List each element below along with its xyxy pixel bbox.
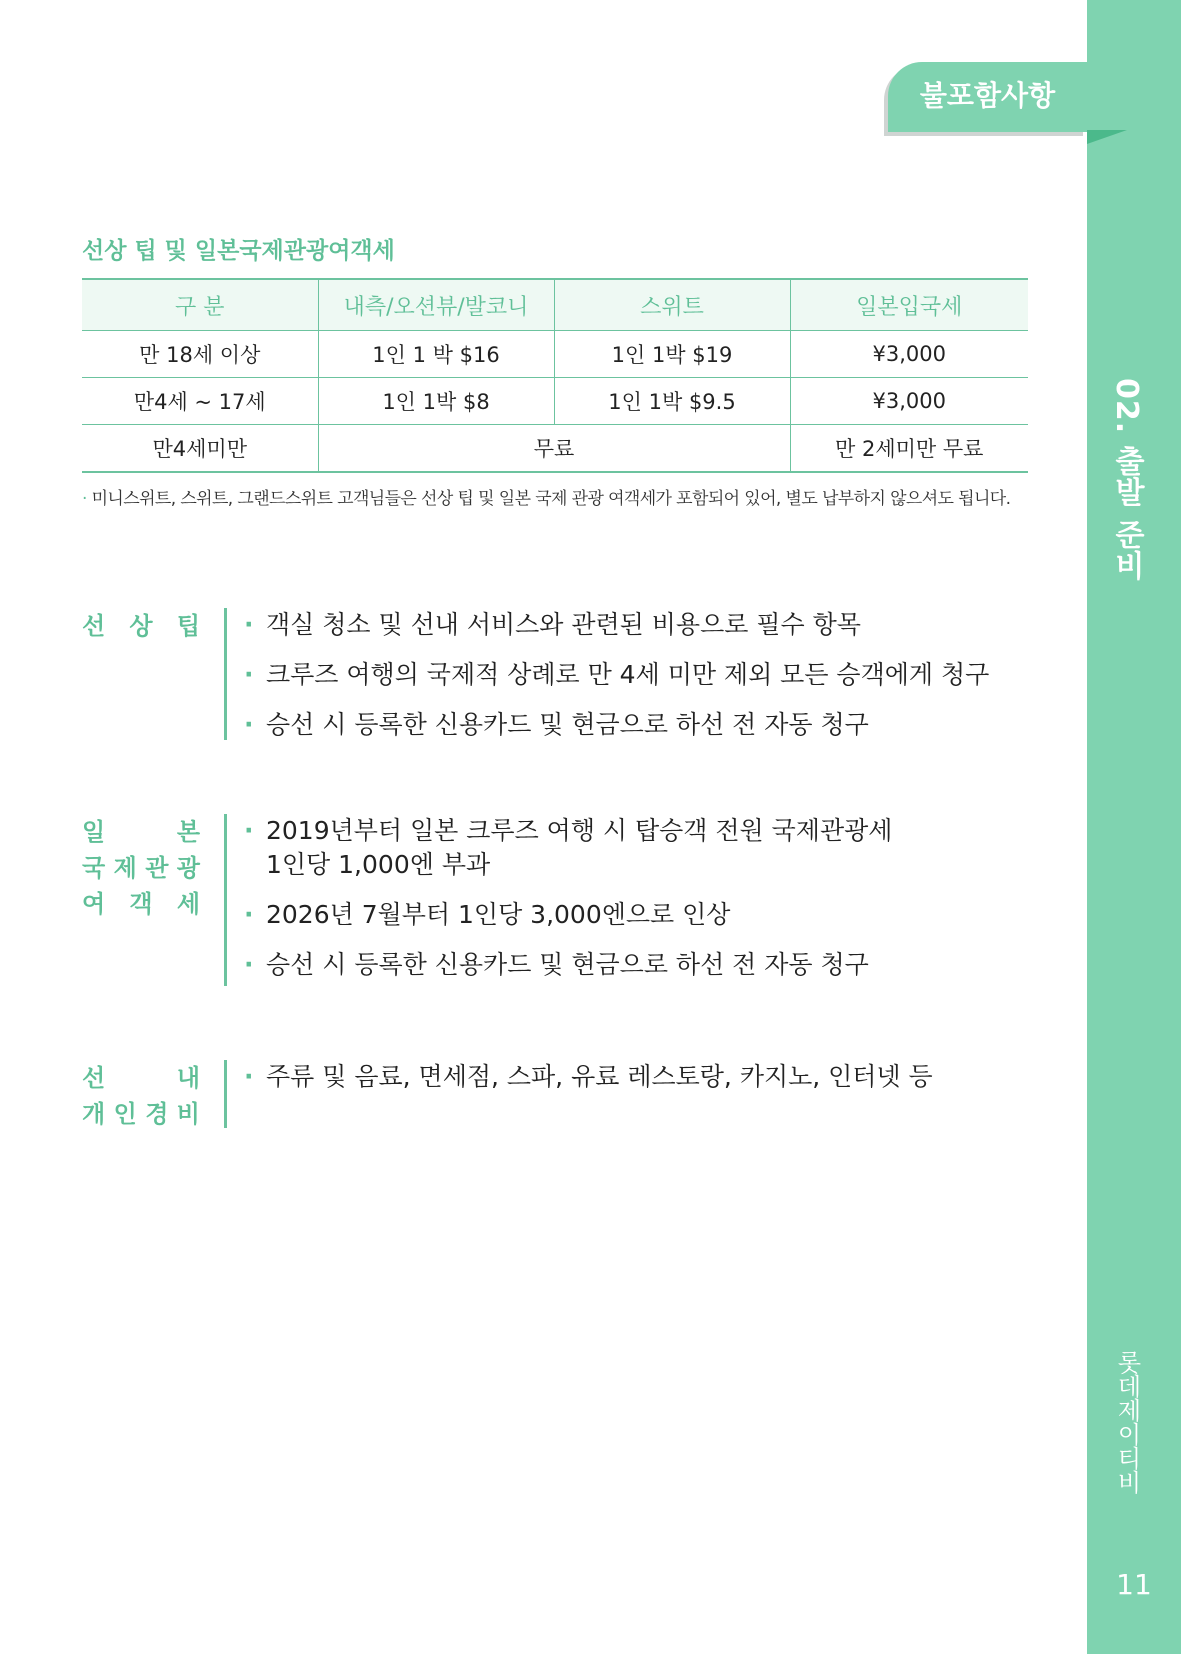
list-item: · 승선 시 등록한 신용카드 및 현금으로 하선 전 자동 청구: [244, 948, 1004, 982]
label-char: 선: [82, 612, 106, 640]
label-char: 세: [176, 890, 200, 918]
label-char: 인: [113, 1100, 137, 1128]
label-char: 선: [82, 1064, 106, 1092]
table-cell: 만 2세미만 무료: [790, 425, 1028, 473]
table-cell: 만 18세 이상: [82, 331, 318, 378]
item-list: [244, 608, 1004, 758]
label-line: [82, 608, 200, 644]
list-item: · 2019년부터 일본 크루즈 여행 시 탑승객 전원 국제관광세 1인당 1,000엔 부과: [244, 814, 1004, 882]
section-title: 선상 팁 및 일본국제관광여객세: [82, 238, 395, 264]
divider-bar: [224, 608, 227, 740]
brand-label: 롯데제이티비: [1113, 1350, 1141, 1494]
label-char: 광: [176, 854, 200, 882]
table-cell: 1인 1 박 $16: [318, 331, 554, 378]
label-char: 제: [113, 854, 137, 882]
label-char: 내: [176, 1064, 200, 1092]
label-char: 관: [145, 854, 169, 882]
item-list: [244, 814, 1004, 998]
column-header: 내측/오션뷰/발코니: [318, 279, 554, 331]
table-footnote: [82, 484, 1010, 509]
label-char: 일: [82, 818, 106, 846]
table-row: [82, 425, 1028, 473]
label-char: 개: [82, 1100, 106, 1128]
footnote-text: 미니스위트, 스위트, 그랜드스위트 고객님들은 선상 팁 및 일본 국제 관광 여객세가 포함되어 있어, 별도 납부하지 않으셔도 됩니다.: [91, 489, 1011, 509]
label-line: [82, 1096, 200, 1132]
list-item: · 크루즈 여행의 국제적 상례로 만 4세 미만 제외 모든 승객에게 청구: [244, 658, 1004, 692]
divider-bar: [224, 1060, 227, 1128]
divider-bar: [224, 814, 227, 986]
list-item: · 객실 청소 및 선내 서비스와 관련된 비용으로 필수 항목: [244, 608, 1004, 642]
column-header: 일본입국세: [790, 279, 1028, 331]
column-header: 스위트: [554, 279, 790, 331]
block-label: [82, 1060, 200, 1132]
item-list: [244, 1060, 1004, 1110]
table-cell: ¥3,000: [790, 378, 1028, 425]
label-char: 국: [82, 854, 106, 882]
list-item: · 주류 및 음료, 면세점, 스파, 유료 레스토랑, 카지노, 인터넷 등: [244, 1060, 1004, 1094]
table-row: [82, 378, 1028, 425]
block-label: [82, 608, 200, 644]
table-header-row: [82, 279, 1028, 331]
label-char: 팁: [176, 612, 200, 640]
label-char: 여: [82, 890, 106, 918]
label-line: [82, 886, 200, 922]
header-tab-label: 불포함사항: [919, 79, 1056, 112]
table-cell: ¥3,000: [790, 331, 1028, 378]
page-number: 11: [1116, 1568, 1152, 1601]
chapter-label: 02. 출발 준비: [1109, 378, 1144, 582]
table-cell: 1인 1박 $9.5: [554, 378, 790, 425]
table-cell: 만4세 ~ 17세: [82, 378, 318, 425]
table-cell: 만4세미만: [82, 425, 318, 473]
block-label: [82, 814, 200, 922]
table-row: [82, 331, 1028, 378]
table-cell: 무료: [318, 425, 790, 473]
list-item: · 승선 시 등록한 신용카드 및 현금으로 하선 전 자동 청구: [244, 708, 1004, 742]
tab-fold-decoration: [1087, 130, 1127, 144]
label-line: [82, 850, 200, 886]
table-cell: 1인 1박 $8: [318, 378, 554, 425]
label-char: 상: [129, 612, 153, 640]
column-header: 구 분: [82, 279, 318, 331]
bullet-icon: ·: [82, 489, 92, 509]
label-char: 비: [176, 1100, 200, 1128]
list-item: · 2026년 7월부터 1인당 3,000엔으로 인상: [244, 898, 1004, 932]
label-char: 경: [145, 1100, 169, 1128]
label-char: 본: [176, 818, 200, 846]
label-line: [82, 1060, 200, 1096]
label-char: 객: [129, 890, 153, 918]
fee-table: [82, 278, 1028, 473]
table-cell: 1인 1박 $19: [554, 331, 790, 378]
label-line: [82, 814, 200, 850]
